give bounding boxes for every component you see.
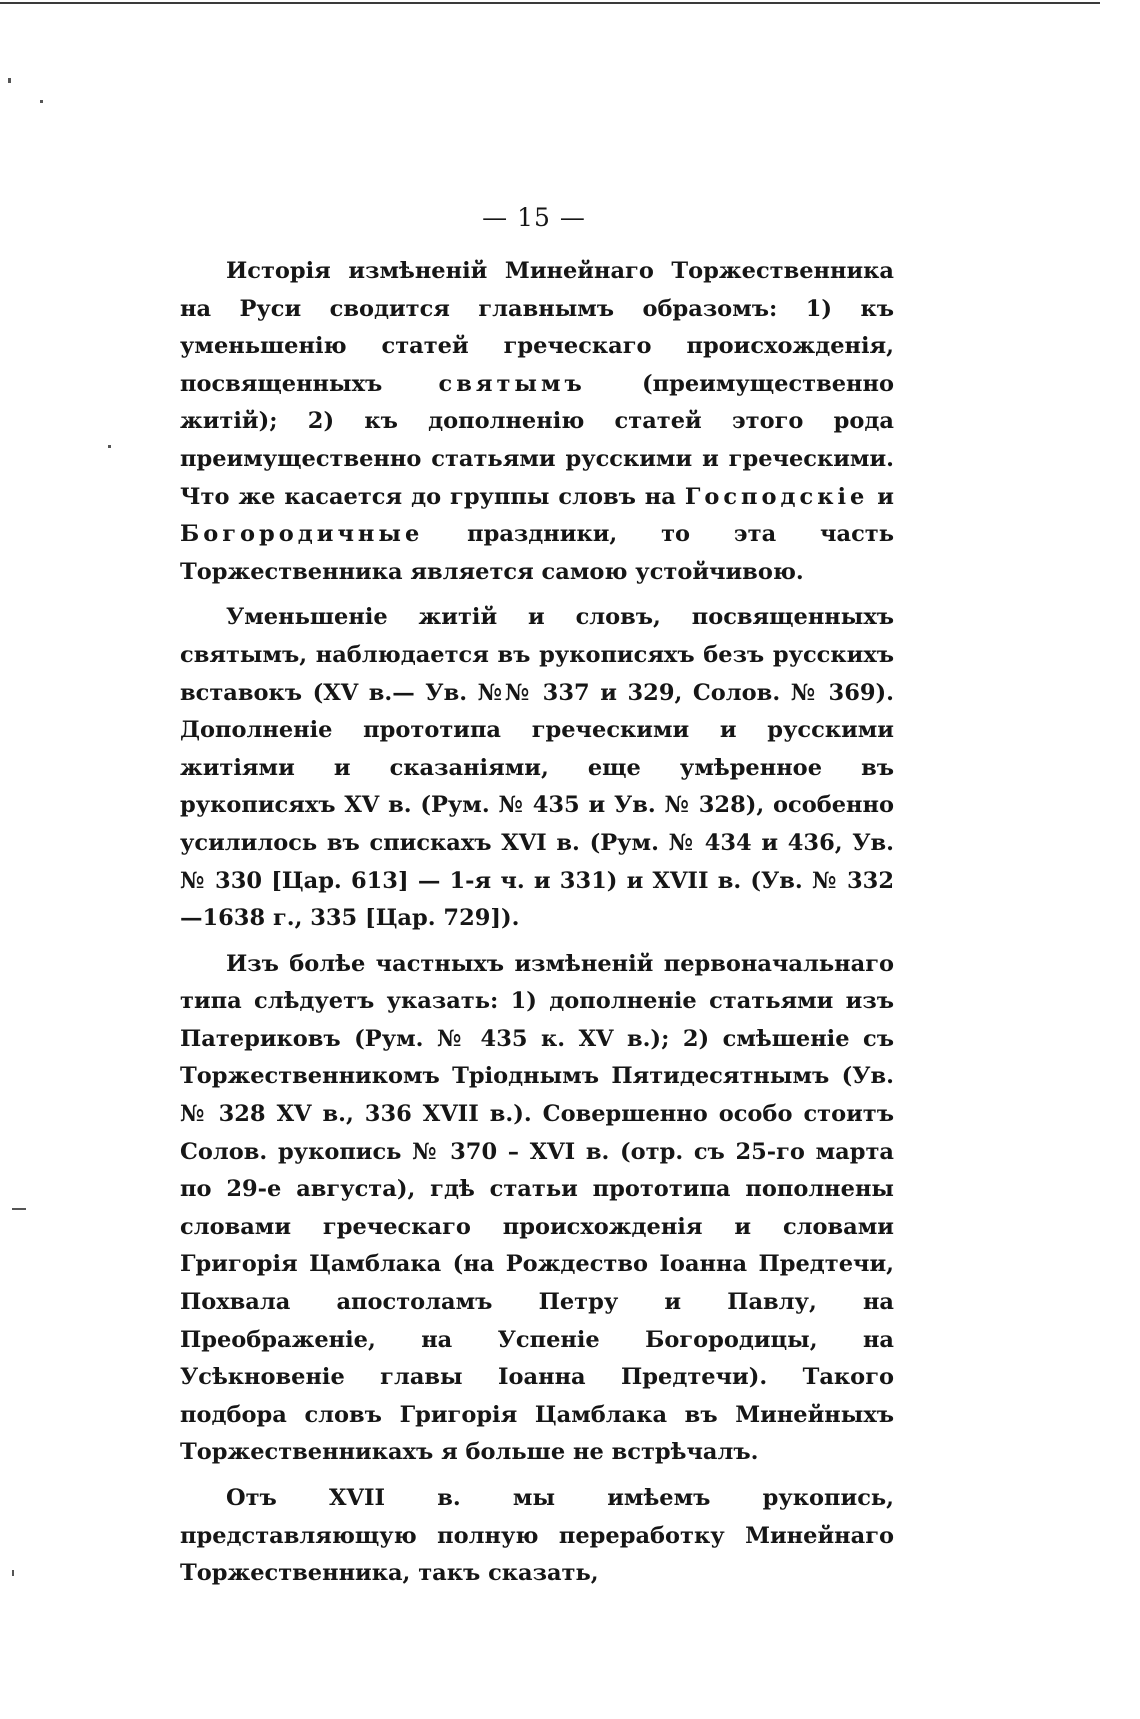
text-run: праздники, то эта часть Торжественника является самою устойчивою. <box>180 521 894 585</box>
text-run: (преимущественно житій); 2) къ дополненію статей этого рода преимущественно статьями русскими и греческими. Что же касается до группы словъ на <box>180 370 894 510</box>
paragraph-4 <box>180 1480 894 1593</box>
body-text <box>180 253 894 1601</box>
text-run: и <box>868 483 894 510</box>
scan-speck <box>40 100 43 103</box>
scan-speck <box>8 78 11 83</box>
paragraph-3 <box>180 946 894 1472</box>
text-run: Отъ XVII в. мы имѣемъ рукопись, представляющую полную переработку Минейнаго Торжественника, такъ сказать, <box>180 1485 894 1587</box>
text-run: Уменьшеніе житій и словъ, посвященныхъ святымъ, наблюдается въ рукописяхъ безъ русскихъ вставокъ (XV в.— Ув. №№ 337 и 329, Солов. № 369). Дополненіе прототипа греческими и русскими житіями и сказаніями, еще умѣренное въ рукописяхъ XV в. (Рум. № 435 и Ув. № 328), особенно усилилось въ спискахъ XVI в. (Рум. № 434 и 436, Ув. № 330 [Цар. 613] — 1-я ч. и 331) и XVII в. (Ув. № 332—1638 г., 335 [Цар. 729]). <box>180 604 894 932</box>
page-number: — 15 — <box>482 203 586 232</box>
text-run: Исторія измѣненій Минейнаго Торжественника на Руси сводится главнымъ образомъ: 1) къ уменьшенію статей греческаго происхожденія, посвященныхъ <box>180 258 894 397</box>
emphasized-text: Богородичные <box>180 521 424 548</box>
emphasized-text: святымъ <box>438 370 586 397</box>
scan-speck <box>108 445 111 448</box>
text-run: Изъ болѣе частныхъ измѣненій первоначальнаго типа слѣдуетъ указать: 1) дополненіе статьями изъ Патериковъ (Рум. № 435 к. XV в.); 2) смѣшеніе съ Торжественникомъ Тріоднымъ Пятидесятнымъ (Ув. № 328 XV в., 336 XVII в.). Совершенно особо стоитъ Солов. рукопись № 370 – XVI в. (отр. съ 25-го марта по 29-е августа), гдѣ статьи прототипа пополнены словами греческаго происхожденія и словами Григорія Цамблака (на Рождество Іоанна Предтечи, Похвала апостоламъ Петру и Павлу, на Преображеніе, на Успеніе Богородицы, на Усѣкновеніе главы Іоанна Предтечи). Такого подбора словъ Григорія Цамблака въ Минейныхъ Торжественникахъ я больше не встрѣчалъ. <box>180 950 894 1466</box>
scan-speck <box>12 1208 26 1210</box>
paragraph-2 <box>180 599 894 937</box>
paragraph-1 <box>180 253 894 591</box>
emphasized-text: Господскіе <box>684 483 869 510</box>
scan-speck <box>12 1570 14 1576</box>
top-border-rule <box>0 2 1100 4</box>
